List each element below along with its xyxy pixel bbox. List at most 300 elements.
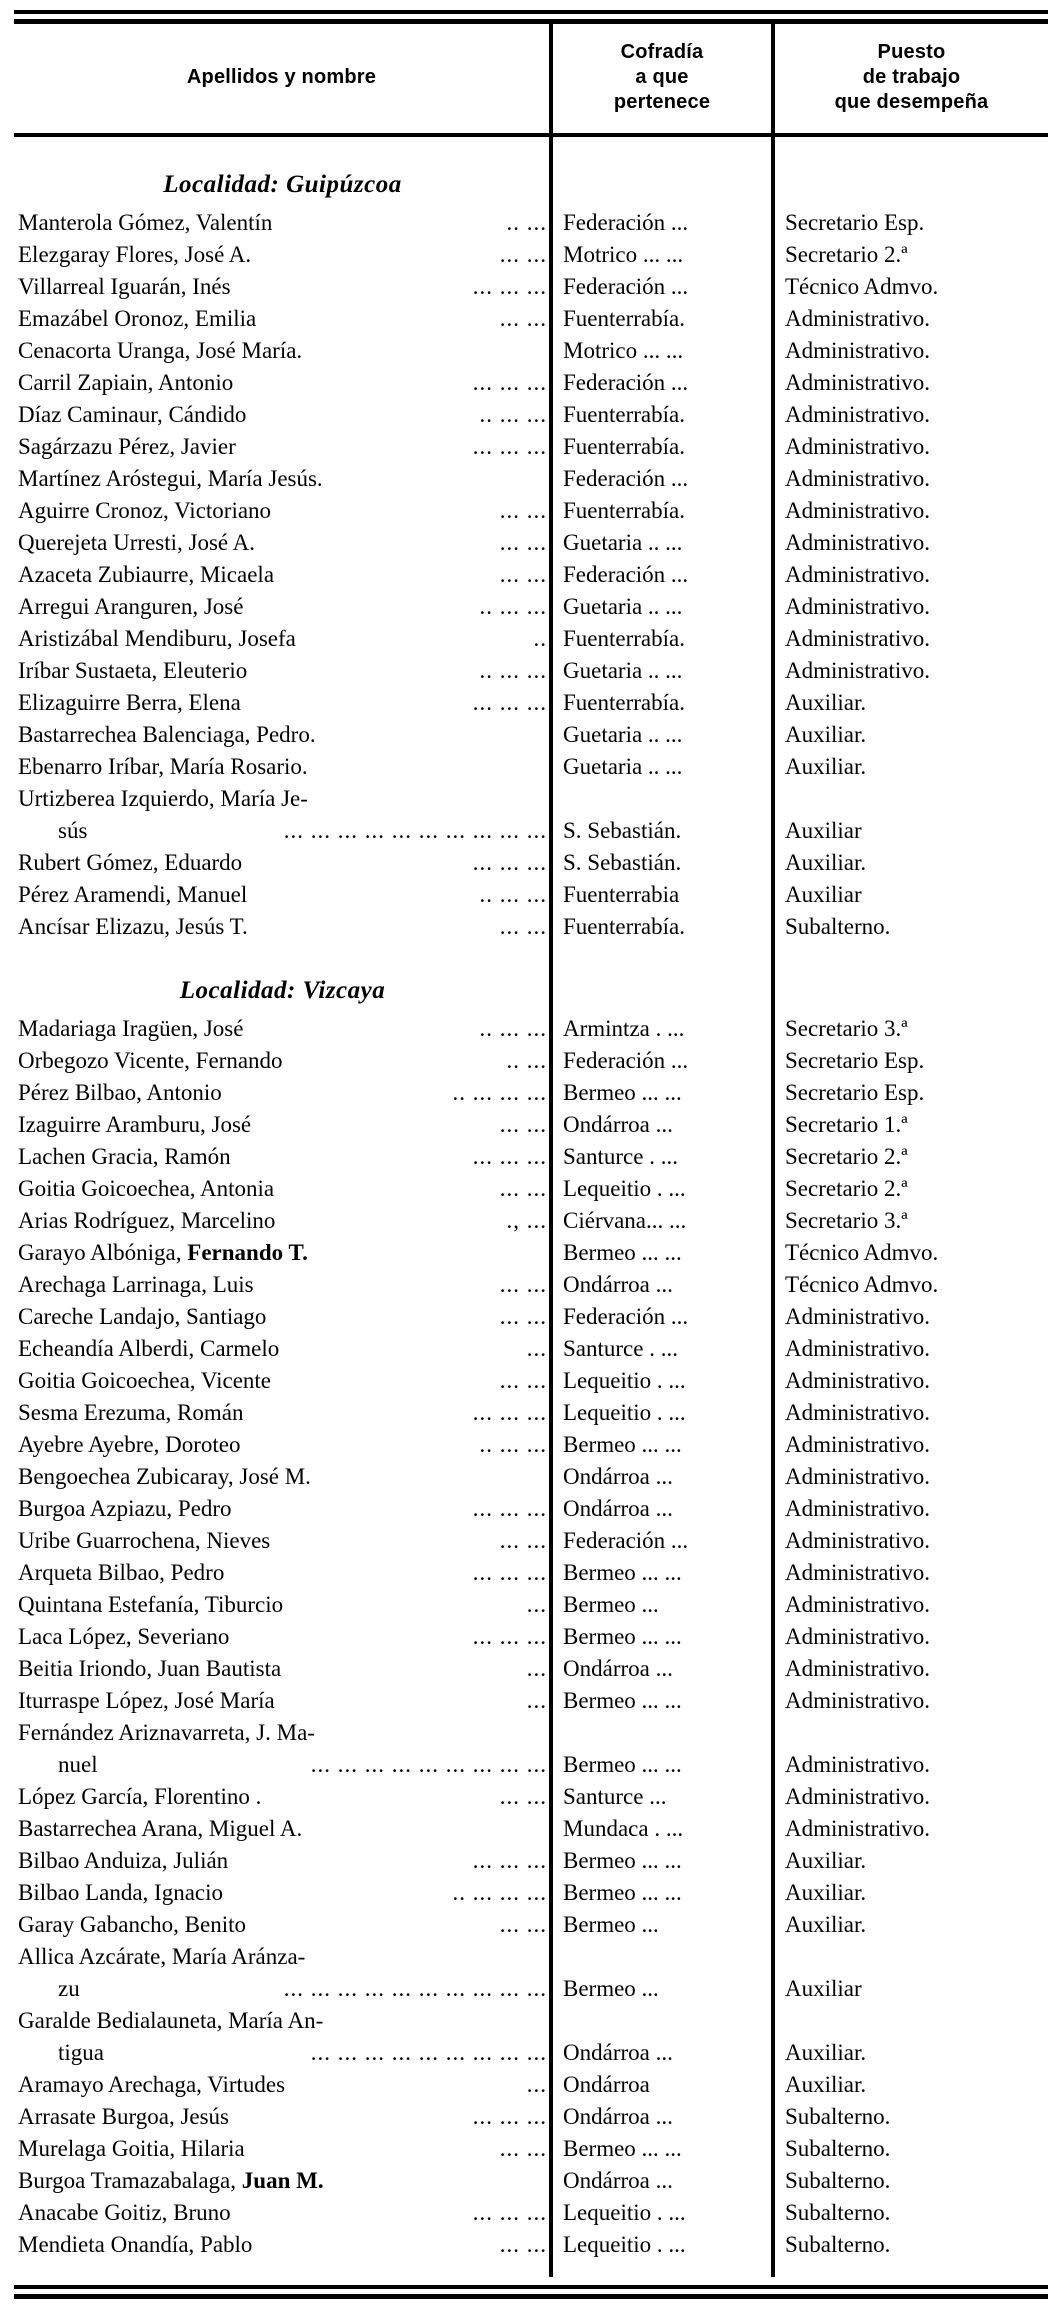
table-row bbox=[14, 1013, 1048, 1045]
leader-dots: ., ... bbox=[506, 1208, 547, 1233]
cofradia-header-line3: pertenece bbox=[613, 91, 711, 113]
person-name: tigua bbox=[58, 2040, 104, 2065]
spacer-row bbox=[14, 135, 1048, 153]
person-name: Cenacorta Uranga, José María. bbox=[18, 338, 303, 363]
cell-cofradia: Federación ... bbox=[551, 367, 773, 399]
cell-apellidos-nombre bbox=[14, 271, 551, 303]
cell-puesto: Auxiliar. bbox=[773, 847, 1048, 879]
person-name: Allica Azcárate, María Aránza- bbox=[18, 1944, 306, 1969]
table-row bbox=[14, 1077, 1048, 1109]
leader-dots: ... ... ... bbox=[472, 2200, 547, 2225]
table-row bbox=[14, 2229, 1048, 2261]
person-name: Bengoechea Zubicaray, José M. bbox=[18, 1464, 311, 1489]
cell-apellidos-nombre bbox=[14, 559, 551, 591]
cell-cofradia: Federación ... bbox=[551, 207, 773, 239]
table-row bbox=[14, 1621, 1048, 1653]
person-name: Arias Rodríguez, Marcelino bbox=[18, 1208, 276, 1233]
cell-puesto: Administrativo. bbox=[773, 1781, 1048, 1813]
cell-puesto: Secretario 3.ª bbox=[773, 1205, 1048, 1237]
cell-puesto: Administrativo. bbox=[773, 1621, 1048, 1653]
table-row bbox=[14, 1653, 1048, 1685]
rule-line-1 bbox=[14, 2285, 1048, 2289]
cell-apellidos-nombre bbox=[14, 239, 551, 271]
person-name: Fernández Ariznavarreta, J. Ma- bbox=[18, 1720, 315, 1745]
cell-puesto: Auxiliar. bbox=[773, 1877, 1048, 1909]
cell-puesto: Subalterno. bbox=[773, 2165, 1048, 2197]
cell-puesto: Auxiliar bbox=[773, 815, 1048, 847]
cell-apellidos-nombre bbox=[14, 623, 551, 655]
table-row bbox=[14, 2101, 1048, 2133]
table-row bbox=[14, 655, 1048, 687]
cell-puesto: Auxiliar. bbox=[773, 719, 1048, 751]
cell-apellidos-nombre bbox=[14, 1461, 551, 1493]
table-row bbox=[14, 1237, 1048, 1269]
person-name: Madariaga Iragüen, José bbox=[18, 1016, 244, 1041]
table-row bbox=[14, 1205, 1048, 1237]
table-row bbox=[14, 1109, 1048, 1141]
person-name: Uribe Guarrochena, Nieves bbox=[18, 1528, 271, 1553]
person-name-emphasis: Juan M. bbox=[241, 2168, 324, 2193]
cell-puesto: Auxiliar bbox=[773, 879, 1048, 911]
table-row bbox=[14, 1365, 1048, 1397]
cell-apellidos-nombre bbox=[14, 1013, 551, 1045]
cell-puesto: Auxiliar. bbox=[773, 687, 1048, 719]
leader-dots: .. ... ... bbox=[479, 402, 547, 427]
table-row bbox=[14, 1461, 1048, 1493]
person-name: Laca López, Severiano bbox=[18, 1624, 230, 1649]
table-row bbox=[14, 751, 1048, 783]
cell-apellidos-nombre bbox=[14, 1653, 551, 1685]
cell-puesto: Técnico Admvo. bbox=[773, 1269, 1048, 1301]
cell-puesto: Técnico Admvo. bbox=[773, 1237, 1048, 1269]
person-name: López García, Florentino . bbox=[18, 1784, 262, 1809]
cell-puesto bbox=[773, 2005, 1048, 2037]
cell-cofradia: Santurce ... bbox=[551, 1781, 773, 1813]
leader-dots: ... ... ... bbox=[472, 2104, 547, 2129]
table-row bbox=[14, 1941, 1048, 1973]
cell-puesto: Administrativo. bbox=[773, 303, 1048, 335]
spacer-cell bbox=[551, 2261, 773, 2277]
cell-puesto: Administrativo. bbox=[773, 1813, 1048, 1845]
cell-apellidos-nombre bbox=[14, 1397, 551, 1429]
column-header-name: Apellidos y nombre bbox=[14, 24, 551, 135]
cell-cofradia: Ondárroa ... bbox=[551, 1653, 773, 1685]
cell-puesto: Subalterno. bbox=[773, 2101, 1048, 2133]
table-row bbox=[14, 463, 1048, 495]
cell-apellidos-nombre bbox=[14, 879, 551, 911]
cell-puesto: Administrativo. bbox=[773, 623, 1048, 655]
locality-heading: Localidad: Vizcaya bbox=[179, 977, 386, 1004]
leader-dots: ... ... bbox=[499, 498, 547, 523]
table-row bbox=[14, 2165, 1048, 2197]
cell-cofradia: Lequeitio . ... bbox=[551, 1397, 773, 1429]
cell-puesto: Secretario 2.ª bbox=[773, 1173, 1048, 1205]
leader-dots: ... ... bbox=[499, 1112, 547, 1137]
leader-dots: .. ... ... ... bbox=[452, 1880, 547, 1905]
table-row bbox=[14, 431, 1048, 463]
leader-dots: .. ... ... bbox=[479, 882, 547, 907]
cell-apellidos-nombre bbox=[14, 1205, 551, 1237]
cell-cofradia: Bermeo ... ... bbox=[551, 1877, 773, 1909]
leader-dots: ... ... bbox=[499, 914, 547, 939]
person-name: Pérez Bilbao, Antonio bbox=[18, 1080, 222, 1105]
cell-puesto: Auxiliar. bbox=[773, 751, 1048, 783]
cell-puesto: Auxiliar. bbox=[773, 1909, 1048, 1941]
cell-puesto: Administrativo. bbox=[773, 1557, 1048, 1589]
cell-apellidos-nombre bbox=[14, 2133, 551, 2165]
cell-cofradia: Bermeo ... bbox=[551, 1589, 773, 1621]
table-row bbox=[14, 1493, 1048, 1525]
table-row bbox=[14, 2197, 1048, 2229]
cell-puesto: Administrativo. bbox=[773, 1461, 1048, 1493]
cell-cofradia: Bermeo ... bbox=[551, 1909, 773, 1941]
cell-cofradia: Bermeo ... ... bbox=[551, 1429, 773, 1461]
puesto-header-line3: que desempeña bbox=[834, 91, 989, 113]
cell-puesto: Administrativo. bbox=[773, 655, 1048, 687]
cell-cofradia: Federación ... bbox=[551, 1525, 773, 1557]
leader-dots: ... ... ... ... ... ... ... ... ... ... bbox=[283, 1976, 547, 2001]
cell-cofradia: Fuenterrabía. bbox=[551, 623, 773, 655]
person-name: Bastarrechea Arana, Miguel A. bbox=[18, 1816, 303, 1841]
table-row bbox=[14, 495, 1048, 527]
table-row bbox=[14, 1397, 1048, 1429]
cell-apellidos-nombre bbox=[14, 783, 551, 815]
person-name: Arrasate Burgoa, Jesús bbox=[18, 2104, 229, 2129]
person-name: Arqueta Bilbao, Pedro bbox=[18, 1560, 225, 1585]
leader-dots: ... bbox=[526, 1592, 547, 1617]
table-row bbox=[14, 527, 1048, 559]
leader-dots: ... ... bbox=[499, 1784, 547, 1809]
person-name: Lachen Gracia, Ramón bbox=[18, 1144, 231, 1169]
person-name: Bilbao Anduiza, Julián bbox=[18, 1848, 229, 1873]
table-row bbox=[14, 1525, 1048, 1557]
spacer-cell bbox=[773, 943, 1048, 959]
cell-cofradia: Ondárroa bbox=[551, 2069, 773, 2101]
bottom-double-rule bbox=[14, 2285, 1048, 2299]
cell-apellidos-nombre bbox=[14, 1973, 551, 2005]
cell-puesto bbox=[773, 783, 1048, 815]
cell-apellidos-nombre bbox=[14, 1717, 551, 1749]
cell-apellidos-nombre bbox=[14, 2165, 551, 2197]
leader-dots: ... ... bbox=[499, 242, 547, 267]
leader-dots: .. ... bbox=[506, 1048, 547, 1073]
locality-heading-puesto bbox=[773, 959, 1048, 1013]
table-row bbox=[14, 559, 1048, 591]
cell-puesto: Secretario 2.ª bbox=[773, 239, 1048, 271]
cell-cofradia: Ondárroa ... bbox=[551, 1109, 773, 1141]
person-name: Querejeta Urresti, José A. bbox=[18, 530, 255, 555]
table-row bbox=[14, 1173, 1048, 1205]
spacer-cell bbox=[14, 943, 551, 959]
cell-cofradia: S. Sebastián. bbox=[551, 847, 773, 879]
cell-puesto: Subalterno. bbox=[773, 2197, 1048, 2229]
cell-apellidos-nombre bbox=[14, 847, 551, 879]
rule-line-2 bbox=[14, 2294, 1048, 2299]
spacer-cell bbox=[773, 2261, 1048, 2277]
top-double-rule bbox=[14, 10, 1048, 24]
cell-apellidos-nombre bbox=[14, 335, 551, 367]
cell-apellidos-nombre bbox=[14, 2229, 551, 2261]
person-name: Ancísar Elizazu, Jesús T. bbox=[18, 914, 248, 939]
person-name: Arechaga Larrinaga, Luis bbox=[18, 1272, 254, 1297]
cell-puesto: Administrativo. bbox=[773, 431, 1048, 463]
person-name: Izaguirre Aramburu, José bbox=[18, 1112, 252, 1137]
table-row bbox=[14, 1301, 1048, 1333]
cell-puesto: Administrativo. bbox=[773, 463, 1048, 495]
person-name: nuel bbox=[58, 1752, 98, 1777]
locality-heading-puesto bbox=[773, 153, 1048, 207]
table-row bbox=[14, 399, 1048, 431]
cell-puesto: Subalterno. bbox=[773, 2229, 1048, 2261]
cell-puesto: Secretario 2.ª bbox=[773, 1141, 1048, 1173]
header-row bbox=[14, 24, 1048, 135]
cell-apellidos-nombre bbox=[14, 431, 551, 463]
person-name: Aguirre Cronoz, Victoriano bbox=[18, 498, 272, 523]
person-name: Ebenarro Iríbar, María Rosario. bbox=[18, 754, 308, 779]
locality-heading-row bbox=[14, 153, 1048, 207]
table-row bbox=[14, 623, 1048, 655]
cell-apellidos-nombre bbox=[14, 719, 551, 751]
cell-cofradia: Lequeitio . ... bbox=[551, 2229, 773, 2261]
person-name: Murelaga Goitia, Hilaria bbox=[18, 2136, 245, 2161]
column-header-cofradia bbox=[551, 24, 773, 135]
cell-puesto: Administrativo. bbox=[773, 1749, 1048, 1781]
cell-cofradia: Fuenterrabía. bbox=[551, 303, 773, 335]
cell-apellidos-nombre bbox=[14, 1621, 551, 1653]
cell-cofradia: Guetaria .. ... bbox=[551, 751, 773, 783]
cell-cofradia: Armintza . ... bbox=[551, 1013, 773, 1045]
spacer-row bbox=[14, 943, 1048, 959]
cell-apellidos-nombre bbox=[14, 1109, 551, 1141]
cell-apellidos-nombre bbox=[14, 2197, 551, 2229]
table-row bbox=[14, 1781, 1048, 1813]
cell-puesto: Técnico Admvo. bbox=[773, 271, 1048, 303]
cell-cofradia: Guetaria .. ... bbox=[551, 719, 773, 751]
cell-cofradia: Bermeo ... ... bbox=[551, 2133, 773, 2165]
cell-puesto: Administrativo. bbox=[773, 1685, 1048, 1717]
person-name: Burgoa Tramazabalaga, Juan M. bbox=[18, 2168, 324, 2193]
person-name: Beitia Iriondo, Juan Bautista bbox=[18, 1656, 282, 1681]
person-name: Iturraspe López, José María bbox=[18, 1688, 275, 1713]
person-name: Mendieta Onandía, Pablo bbox=[18, 2232, 253, 2257]
cell-puesto: Administrativo. bbox=[773, 527, 1048, 559]
cell-apellidos-nombre bbox=[14, 687, 551, 719]
spacer-cell bbox=[773, 135, 1048, 153]
table-row bbox=[14, 367, 1048, 399]
cell-cofradia: Fuenterrabia bbox=[551, 879, 773, 911]
table-row bbox=[14, 1557, 1048, 1589]
person-name: Bilbao Landa, Ignacio bbox=[18, 1880, 224, 1905]
cell-cofradia: Mundaca . ... bbox=[551, 1813, 773, 1845]
cell-cofradia: Fuenterrabía. bbox=[551, 495, 773, 527]
spacer-cell bbox=[551, 943, 773, 959]
leader-dots: ... ... ... bbox=[472, 1400, 547, 1425]
cell-cofradia: Fuenterrabía. bbox=[551, 687, 773, 719]
cell-apellidos-nombre bbox=[14, 655, 551, 687]
person-name: Garalde Bedialauneta, María An- bbox=[18, 2008, 324, 2033]
cell-puesto: Secretario Esp. bbox=[773, 1077, 1048, 1109]
cell-apellidos-nombre bbox=[14, 1077, 551, 1109]
leader-dots: ... ... ... bbox=[472, 850, 547, 875]
cell-puesto: Administrativo. bbox=[773, 1653, 1048, 1685]
cell-puesto: Administrativo. bbox=[773, 495, 1048, 527]
cell-cofradia: Guetaria .. ... bbox=[551, 655, 773, 687]
locality-heading-row bbox=[14, 959, 1048, 1013]
cell-apellidos-nombre bbox=[14, 1845, 551, 1877]
person-name: Garay Gabancho, Benito bbox=[18, 1912, 247, 1937]
cell-puesto: Auxiliar. bbox=[773, 2069, 1048, 2101]
cell-cofradia: Ondárroa ... bbox=[551, 2101, 773, 2133]
cell-apellidos-nombre bbox=[14, 1813, 551, 1845]
leader-dots: ... ... ... bbox=[472, 690, 547, 715]
cell-cofradia: Federación ... bbox=[551, 1045, 773, 1077]
cell-cofradia bbox=[551, 1717, 773, 1749]
person-name: Pérez Aramendi, Manuel bbox=[18, 882, 248, 907]
cell-cofradia: Bermeo ... ... bbox=[551, 1077, 773, 1109]
cell-cofradia: Guetaria .. ... bbox=[551, 527, 773, 559]
person-name: Aristizábal Mendiburu, Josefa bbox=[18, 626, 296, 651]
table-row bbox=[14, 687, 1048, 719]
leader-dots: ... ... ... bbox=[472, 1624, 547, 1649]
cell-puesto: Secretario 3.ª bbox=[773, 1013, 1048, 1045]
spacer-cell bbox=[551, 135, 773, 153]
leader-dots: .. ... ... bbox=[479, 1016, 547, 1041]
cell-apellidos-nombre bbox=[14, 1045, 551, 1077]
person-name: Ayebre Ayebre, Doroteo bbox=[18, 1432, 241, 1457]
leader-dots: ... ... bbox=[499, 1368, 547, 1393]
leader-dots: ... ... bbox=[499, 1912, 547, 1937]
cell-puesto: Administrativo. bbox=[773, 335, 1048, 367]
cell-cofradia: Federación ... bbox=[551, 1301, 773, 1333]
person-name: Iríbar Sustaeta, Eleuterio bbox=[18, 658, 248, 683]
table-row bbox=[14, 1333, 1048, 1365]
leader-dots: ... bbox=[526, 1688, 547, 1713]
cell-puesto: Administrativo. bbox=[773, 559, 1048, 591]
person-name: Urtizberea Izquierdo, María Je- bbox=[18, 786, 308, 811]
person-name: Burgoa Azpiazu, Pedro bbox=[18, 1496, 232, 1521]
table-row bbox=[14, 719, 1048, 751]
cell-apellidos-nombre bbox=[14, 367, 551, 399]
person-name: Anacabe Goitiz, Bruno bbox=[18, 2200, 231, 2225]
cell-cofradia: Ondárroa ... bbox=[551, 2165, 773, 2197]
table-row bbox=[14, 1269, 1048, 1301]
leader-dots: ... ... bbox=[499, 1272, 547, 1297]
person-name: zu bbox=[58, 1976, 80, 2001]
cell-puesto: Administrativo. bbox=[773, 1429, 1048, 1461]
leader-dots: ... ... ... bbox=[472, 1144, 547, 1169]
person-name: Arregui Aranguren, José bbox=[18, 594, 244, 619]
cell-puesto: Administrativo. bbox=[773, 1525, 1048, 1557]
table-row bbox=[14, 1045, 1048, 1077]
document-page bbox=[0, 10, 1062, 2299]
cell-apellidos-nombre bbox=[14, 751, 551, 783]
person-name: Azaceta Zubiaurre, Micaela bbox=[18, 562, 275, 587]
table-row bbox=[14, 1717, 1048, 1749]
spacer-row bbox=[14, 2261, 1048, 2277]
leader-dots: ... ... ... bbox=[472, 1496, 547, 1521]
person-name: Careche Landajo, Santiago bbox=[18, 1304, 267, 1329]
person-name: Goitia Goicoechea, Antonia bbox=[18, 1176, 275, 1201]
cell-apellidos-nombre bbox=[14, 1909, 551, 1941]
cell-apellidos-nombre bbox=[14, 2101, 551, 2133]
cell-puesto: Auxiliar. bbox=[773, 1845, 1048, 1877]
locality-heading-cofradia bbox=[551, 153, 773, 207]
cell-apellidos-nombre bbox=[14, 1173, 551, 1205]
cell-cofradia: Bermeo ... ... bbox=[551, 1685, 773, 1717]
table-row bbox=[14, 847, 1048, 879]
cell-puesto bbox=[773, 1941, 1048, 1973]
cell-puesto: Subalterno. bbox=[773, 2133, 1048, 2165]
table-row bbox=[14, 207, 1048, 239]
cell-puesto: Administrativo. bbox=[773, 399, 1048, 431]
person-name: Manterola Gómez, Valentín bbox=[18, 210, 273, 235]
cell-puesto: Secretario Esp. bbox=[773, 1045, 1048, 1077]
person-name: Díaz Caminaur, Cándido bbox=[18, 402, 247, 427]
table-row bbox=[14, 2133, 1048, 2165]
person-name: sús bbox=[58, 818, 88, 843]
leader-dots: .. ... ... bbox=[479, 658, 547, 683]
cell-cofradia: Ondárroa ... bbox=[551, 1269, 773, 1301]
table-header bbox=[14, 24, 1048, 135]
cell-cofradia: Motrico ... ... bbox=[551, 239, 773, 271]
leader-dots: ... ... ... ... ... ... ... ... ... ... bbox=[283, 818, 547, 843]
table-row bbox=[14, 335, 1048, 367]
table-row bbox=[14, 879, 1048, 911]
cell-puesto: Auxiliar. bbox=[773, 2037, 1048, 2069]
person-name: Aramayo Arechaga, Virtudes bbox=[18, 2072, 286, 2097]
personnel-table bbox=[14, 24, 1048, 2277]
cell-apellidos-nombre bbox=[14, 495, 551, 527]
table-row bbox=[14, 1589, 1048, 1621]
cell-apellidos-nombre bbox=[14, 2005, 551, 2037]
leader-dots: .. ... ... bbox=[479, 1432, 547, 1457]
leader-dots: ... ... bbox=[499, 2136, 547, 2161]
cell-puesto: Administrativo. bbox=[773, 1365, 1048, 1397]
cell-apellidos-nombre bbox=[14, 1333, 551, 1365]
table-row bbox=[14, 2069, 1048, 2101]
cell-apellidos-nombre bbox=[14, 1877, 551, 1909]
cofradia-header-line2: a que bbox=[635, 66, 689, 88]
leader-dots: .. ... bbox=[506, 210, 547, 235]
cell-puesto: Administrativo. bbox=[773, 1333, 1048, 1365]
person-name: Elizaguirre Berra, Elena bbox=[18, 690, 241, 715]
cell-cofradia: Ciérvana... ... bbox=[551, 1205, 773, 1237]
cell-apellidos-nombre bbox=[14, 591, 551, 623]
cell-cofradia bbox=[551, 783, 773, 815]
person-name: Villarreal Iguarán, Inés bbox=[18, 274, 231, 299]
puesto-header-line1: Puesto bbox=[877, 41, 946, 63]
table-row bbox=[14, 2005, 1048, 2037]
table-row bbox=[14, 271, 1048, 303]
leader-dots: ... ... bbox=[499, 306, 547, 331]
cell-cofradia: Fuenterrabía. bbox=[551, 431, 773, 463]
leader-dots: ... bbox=[526, 1656, 547, 1681]
cell-cofradia: Lequeitio . ... bbox=[551, 2197, 773, 2229]
leader-dots: ... ... bbox=[499, 562, 547, 587]
table-row bbox=[14, 239, 1048, 271]
cell-apellidos-nombre bbox=[14, 2037, 551, 2069]
cell-apellidos-nombre bbox=[14, 911, 551, 943]
person-name: Martínez Aróstegui, María Jesús. bbox=[18, 466, 323, 491]
table-row bbox=[14, 1973, 1048, 2005]
cell-apellidos-nombre bbox=[14, 1269, 551, 1301]
cell-apellidos-nombre bbox=[14, 1365, 551, 1397]
cell-cofradia bbox=[551, 1941, 773, 1973]
spacer-cell bbox=[14, 135, 551, 153]
leader-dots: ... ... ... ... ... ... ... ... ... bbox=[310, 2040, 547, 2065]
table-row bbox=[14, 1909, 1048, 1941]
table-row bbox=[14, 911, 1048, 943]
